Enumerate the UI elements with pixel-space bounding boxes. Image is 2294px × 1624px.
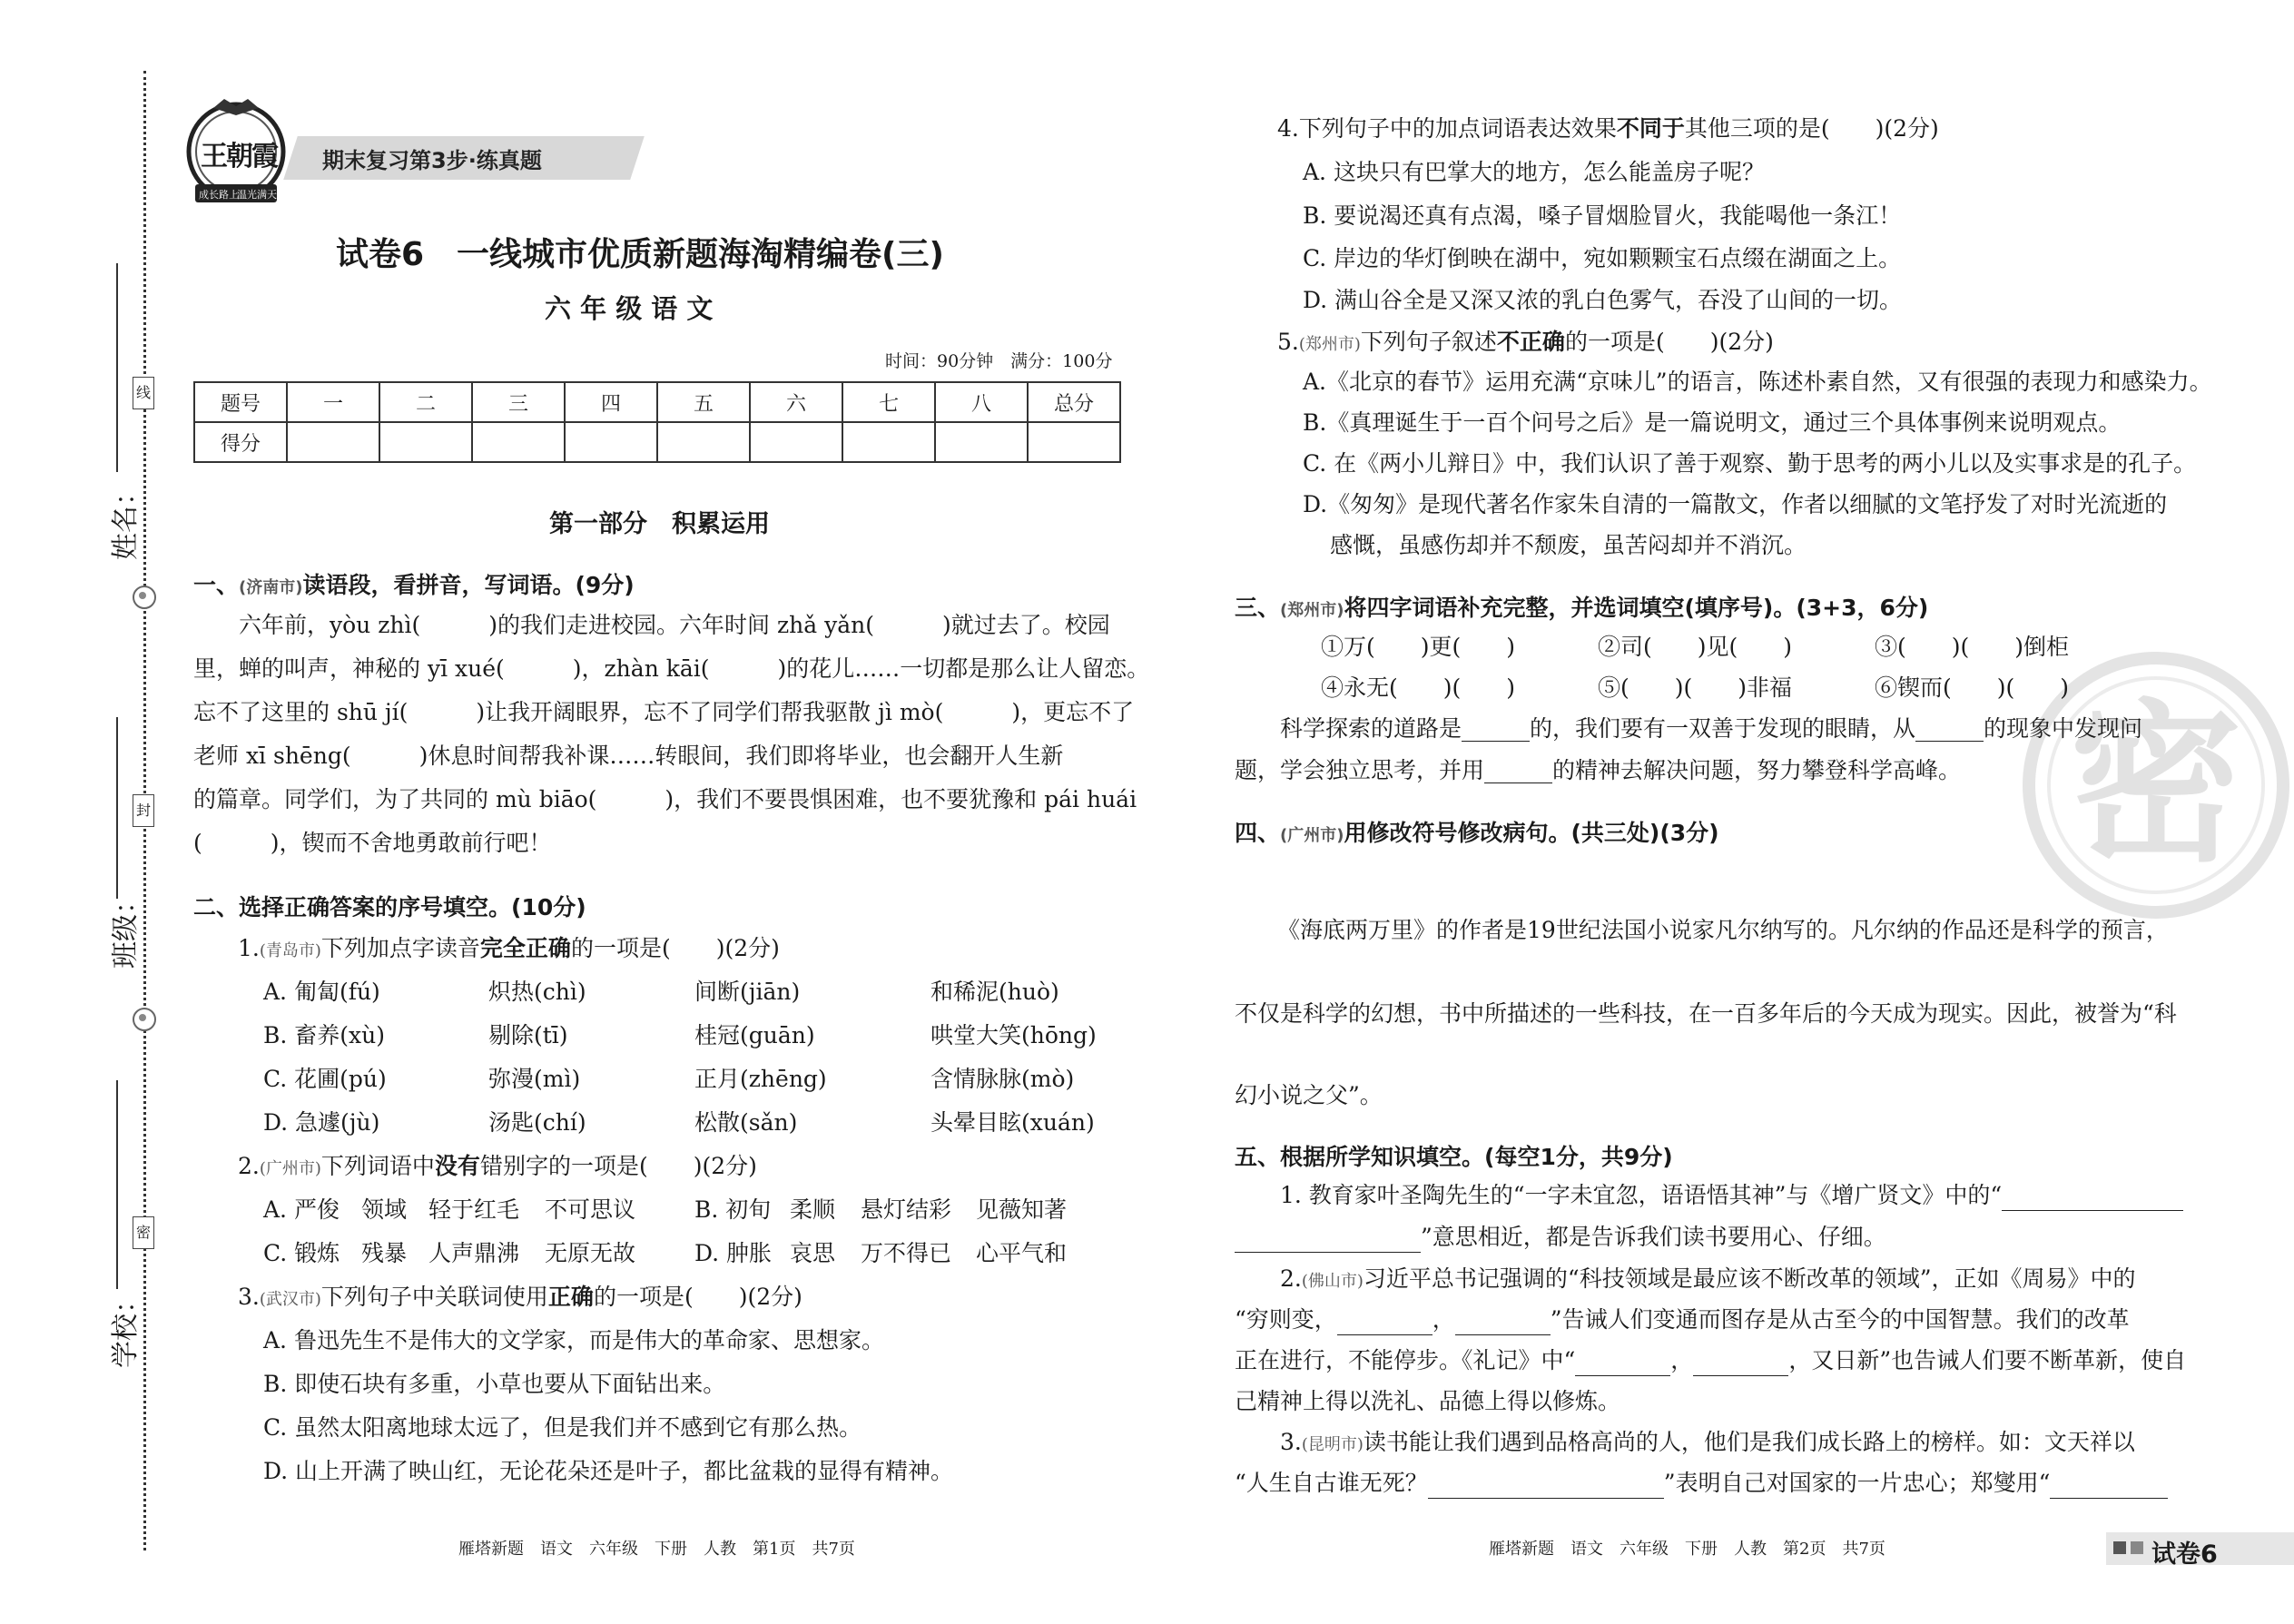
score-header-cell: 总分: [1028, 382, 1120, 422]
q2-1-cell: 头晕目眩(xuán): [930, 1109, 1095, 1136]
q2-1-cell: D. 急遽(jù): [263, 1109, 380, 1136]
q4-title: 用修改符号修改病句。(共三处)(3分): [1344, 820, 1719, 846]
q2-2-cell: 无原无故: [545, 1240, 636, 1266]
q2-3-pre: 下列句子中关联词使用: [320, 1284, 548, 1310]
brand-name: 王朝霞: [201, 141, 277, 172]
score-cell[interactable]: [1028, 422, 1120, 462]
answer-blank[interactable]: [1428, 1474, 1664, 1499]
score-cell[interactable]: [472, 422, 565, 462]
q2-4-pre: 下列句子中的加点词语表达效果: [1298, 115, 1617, 142]
name-write-line: [116, 263, 118, 472]
q2-1-stem: [238, 933, 780, 967]
q2-1-bold: 完全正确: [479, 935, 571, 961]
q2-2-pre: 下列词语中: [320, 1153, 435, 1179]
q2-2-city: (广州市): [259, 1159, 321, 1178]
q2-4-post: 其他三项的是( )(2分): [1684, 115, 1939, 142]
brand-slogan-right: 温光满天: [237, 189, 277, 201]
q2-2-cell: 哀思: [790, 1240, 836, 1266]
q2-1-num: 1.: [238, 935, 260, 961]
q1-line: 的篇章。同学们，为了共同的 mù biāo( )，我们不要畏惧困难，也不要犹豫和 pái huái: [193, 786, 1137, 812]
school-label: 学校：: [110, 1286, 142, 1368]
q2-2-post: 错别字的一项是( )(2分): [479, 1153, 757, 1179]
score-header-cell: 六: [750, 382, 842, 422]
q5-2-text: 正在进行，不能停步。《礼记》中“: [1235, 1347, 1576, 1373]
q2-2-cell: 轻于红毛: [428, 1196, 520, 1223]
q2-3-num: 3.: [238, 1284, 260, 1310]
q2-1-cell: 汤匙(chí): [488, 1109, 586, 1136]
q3-title: 将四字词语补充完整，并选词填空(填序号)。(3+3，6分): [1344, 595, 1929, 621]
q1-heading: [193, 567, 635, 600]
q3-heading: [1235, 590, 1928, 623]
q2-5-option: D.《匆匆》是现代著名作家朱自清的一篇散文，作者以细腻的文笔抒发了对时光流逝的: [1303, 491, 2168, 517]
q3-item: ⑥锲而( )( ): [1875, 674, 2070, 701]
q5-3-text: “人生自古谁无死？: [1235, 1470, 1428, 1496]
q3-item: ③( )( )倒柜: [1875, 634, 2070, 660]
q5-2-num: 2.: [1235, 1265, 1302, 1292]
score-cell[interactable]: [287, 422, 379, 462]
footer-tab-square-icon: [2113, 1541, 2126, 1554]
name-label: 姓名：: [110, 478, 142, 560]
q2-1-pre: 下列加点字读音: [320, 935, 480, 961]
q1-line: 老师 xī shēng( )休息时间帮我补课……转眼间，我们即将毕业，也会翻开人生新: [193, 743, 1064, 769]
q4-line: 不仅是科学的幻想，书中所描述的一些科技，在一百多年后的今天成为现实。因此，被誉为“科: [1235, 1000, 2177, 1027]
q2-5-option: C. 在《两小儿辩日》中，我们认识了善于观察、勤于思考的两小儿以及实事求是的孔子。: [1303, 450, 2197, 477]
q5-3-city: (昆明市): [1301, 1435, 1364, 1454]
q2-2-cell: C. 锻炼: [263, 1240, 340, 1266]
q1-line: ( )，锲而不舍地勇敢前行吧！: [193, 830, 552, 856]
q5-1-text: ”意思相近，都是告诉我们读书要用心、仔细。: [1421, 1224, 1886, 1250]
score-header-cell: 三: [472, 382, 565, 422]
q2-4-option: C. 岸边的华灯倒映在湖中，宛如颗颗宝石点缀在湖面之上。: [1303, 245, 1902, 271]
part1-title: 第一部分 积累运用: [549, 510, 770, 538]
q5-2-text: ，又日新”也告诫人们要不断革新，使自: [1788, 1347, 2187, 1373]
q3-para: 题，学会独立思考，并用______的精神去解决问题，努力攀登科学高峰。: [1235, 757, 1962, 783]
score-header-row: [194, 382, 1120, 422]
q5-title: 根据所学知识填空。(每空1分，共9分): [1280, 1144, 1673, 1170]
q1-line: 里，蝉的叫声，神秘的 yī xué( )，zhàn kāi( )的花儿……一切都是那么让人留恋。: [193, 655, 1150, 682]
score-cell[interactable]: [842, 422, 935, 462]
score-cell[interactable]: [750, 422, 842, 462]
q5-2-city: (佛山市): [1301, 1272, 1364, 1291]
score-header-cell: 五: [657, 382, 750, 422]
q2-5-option: B.《真理诞生于一百个问号之后》是一篇说明文，通过三个具体事例来说明观点。: [1303, 409, 2122, 436]
q3-para: 科学探索的道路是______的，我们要有一双善于发现的眼睛，从______的现象中发现问: [1235, 715, 2143, 742]
class-label: 班级：: [110, 887, 142, 969]
time-score: 时间：90分钟 满分：100分: [885, 351, 1113, 371]
q4-line: 《海底两万里》的作者是19世纪法国小说家凡尔纳写的。凡尔纳的作品还是科学的预言，: [1277, 917, 2169, 943]
score-cell[interactable]: [657, 422, 750, 462]
q4-city: (广州市): [1280, 826, 1344, 845]
q2-2-cell: 悬灯结彩: [861, 1196, 952, 1223]
binding-ring: [133, 1008, 156, 1031]
score-header-cell: 七: [842, 382, 935, 422]
q4-line: 幻小说之父”。: [1235, 1082, 1383, 1108]
answer-blank[interactable]: [2002, 1186, 2183, 1211]
answer-blank[interactable]: [1337, 1311, 1433, 1335]
q2-2-cell: 不可思议: [545, 1196, 636, 1223]
q2-1-cell: 松散(sǎn): [694, 1109, 798, 1136]
q1-line: 忘不了这里的 shū jí( )让我开阔眼界，忘不了同学们帮我驱散 jì mò( )，更忘不了: [193, 699, 1135, 725]
q4-num: 四、: [1235, 820, 1281, 846]
q2-1-cell: 桂冠(guān): [694, 1022, 815, 1048]
q2-1-cell: 和稀泥(huò): [930, 979, 1059, 1005]
binding-ring: [133, 586, 156, 609]
q2-1-city: (青岛市): [259, 941, 321, 960]
q2-3-option: C. 虽然太阳离地球太远了，但是我们并不感到它有那么热。: [263, 1414, 862, 1441]
q5-heading: [1235, 1139, 1673, 1172]
q5-2-line: [1235, 1264, 2135, 1297]
q5-3-text: ”表明自己对国家的一片忠心；郑燮用“: [1663, 1470, 2051, 1496]
q2-2-stem: [238, 1151, 757, 1185]
score-table: [193, 381, 1121, 463]
q2-3-post: 的一项是( )(2分): [593, 1284, 802, 1310]
q2-2-cell: B. 初旬: [694, 1196, 772, 1223]
q5-3-num: 3.: [1235, 1429, 1302, 1455]
q2-5-stem: [1277, 327, 1774, 360]
q2-5-city: (郑州市): [1298, 335, 1361, 354]
answer-blank[interactable]: [1235, 1228, 1421, 1253]
q2-5-num: 5.: [1277, 329, 1299, 355]
q5-2-line: [1235, 1345, 2186, 1376]
binding-tag-secret: 密: [133, 1216, 154, 1249]
q2-2-cell: 万不得已: [861, 1240, 952, 1266]
school-write-line: [116, 1080, 118, 1289]
q2-5-bold: 不正确: [1496, 329, 1565, 355]
class-write-line: [116, 717, 118, 899]
footer-left: 雁塔新题 语文 六年级 下册 人教 第1页 共7页: [458, 1540, 855, 1559]
q2-1-cell: B. 畜养(xù): [263, 1022, 385, 1048]
q5-2-text: 习近平总书记强调的“科技领域是最应该不断改革的领域”，正如《周易》中的: [1363, 1265, 2136, 1292]
q1-title: 读语段，看拼音，写词语。(9分): [302, 572, 635, 598]
binding-tag-line: 线: [133, 377, 154, 409]
q2-4-option: B. 要说渴还真有点渴，嗓子冒烟脸冒火，我能喝他一条江！: [1303, 202, 1902, 229]
q2-1-cell: 正月(zhēng): [694, 1066, 827, 1092]
q2-2-cell: 见薇知著: [976, 1196, 1068, 1223]
q2-4-num: 4.: [1277, 115, 1299, 142]
q2-2-cell: A. 严俊: [263, 1196, 340, 1223]
footer-tab-square-icon: [2131, 1541, 2143, 1554]
score-cell[interactable]: [565, 422, 657, 462]
q2-4-option: D. 满山谷全是又深又浓的乳白色雾气，吞没了山间的一切。: [1303, 287, 1903, 313]
q2-1-cell: 间断(jiān): [694, 979, 801, 1005]
q2-3-city: (武汉市): [259, 1290, 321, 1309]
q3-item: ②司( )见( ): [1598, 634, 1793, 660]
score-header-cell: 二: [379, 382, 472, 422]
q5-1-text: 1. 教育家叶圣陶先生的“一字未宜忽，语语悟其神”与《增广贤文》中的“: [1235, 1182, 2003, 1208]
q2-3-option: D. 山上开满了映山红，无论花朵还是叶子，都比盆栽的显得有精神。: [263, 1458, 954, 1484]
q5-num: 五、: [1235, 1144, 1281, 1170]
score-header-cell: 一: [287, 382, 379, 422]
answer-blank[interactable]: [1575, 1352, 1670, 1376]
q1-city: (济南市): [239, 578, 303, 597]
score-header-cell: 八: [935, 382, 1028, 422]
seal-watermark-char: 密: [2070, 684, 2243, 885]
q4-heading: [1235, 815, 1719, 848]
q2-2-cell: 柔顺: [790, 1196, 836, 1223]
answer-blank[interactable]: [1455, 1311, 1551, 1335]
ribbon-text: 期末复习第3步·练真题: [322, 148, 542, 173]
q2-3-option: B. 即使石块有多重，小草也要从下面钻出来。: [263, 1371, 726, 1397]
score-row: [194, 422, 1120, 462]
q2-4-bold: 不同于: [1616, 115, 1685, 142]
paper-title: 试卷6 一线城市优质新题海淘精编卷(三): [336, 236, 944, 273]
paper-subtitle: 六 年 级 语 文: [545, 293, 714, 324]
q2-5-post: 的一项是( )(2分): [1564, 329, 1774, 355]
q3-city: (郑州市): [1280, 601, 1344, 620]
q5-2-text: ，: [1432, 1306, 1455, 1333]
q1-num: 一、: [193, 572, 240, 598]
q5-2-text: ”告诫人们变通而图存是从古至今的中国智慧。我们的改革: [1550, 1306, 2130, 1333]
q2-4-option: A. 这块只有巴掌大的地方，怎么能盖房子呢？: [1303, 159, 1765, 185]
q2-5-pre: 下列句子叙述: [1360, 329, 1497, 355]
q2-1-cell: A. 匍匐(fú): [263, 979, 380, 1005]
q2-2-cell: D. 肿胀: [694, 1240, 773, 1266]
q5-2-text: ，: [1670, 1347, 1694, 1373]
q2-4-stem: [1277, 113, 1939, 144]
q2-2-num: 2.: [238, 1153, 260, 1179]
q2-5-option: A.《北京的春节》运用充满“京味儿”的语言，陈述朴素自然，又有很强的表现力和感染力。: [1303, 369, 2212, 395]
q2-2-cell: 人声鼎沸: [428, 1240, 520, 1266]
q5-3-line: [1235, 1427, 2135, 1461]
q2-1-cell: 剔除(tī): [488, 1022, 568, 1048]
q5-1-line: [1235, 1222, 1886, 1253]
q2-3-option: A. 鲁迅先生不是伟大的文学家，而是伟大的革命家、思想家。: [263, 1327, 884, 1353]
q3-item: ④永无( )( ): [1321, 674, 1516, 701]
q3-num: 三、: [1235, 595, 1281, 621]
q5-3-line: [1235, 1468, 2168, 1499]
q2-1-cell: 弥漫(mì): [488, 1066, 581, 1092]
q5-2-line: [1235, 1304, 2130, 1335]
q5-3-text: 读书能让我们遇到品格高尚的人，他们是我们成长路上的榜样。如：文天祥以: [1363, 1429, 2135, 1455]
footer-tab-label: 试卷6: [2151, 1540, 2218, 1569]
score-row-label: 得分: [194, 422, 287, 462]
score-cell[interactable]: [935, 422, 1028, 462]
q2-2-cell: 心平气和: [976, 1240, 1068, 1266]
q2-1-cell: 炽热(chì): [488, 979, 586, 1005]
q5-2-text: “穷则变，: [1235, 1306, 1337, 1333]
q2-2-cell: 领域: [361, 1196, 408, 1223]
q2-1-post: 的一项是( )(2分): [570, 935, 780, 961]
q5-1-line: [1235, 1180, 2183, 1211]
q2-3-bold: 正确: [547, 1284, 594, 1310]
q2-5-option-cont: 感慨，虽感伤却并不颓废，虽苦闷却并不消沉。: [1330, 532, 1807, 558]
footer-right: 雁塔新题 语文 六年级 下册 人教 第2页 共7页: [1489, 1540, 1885, 1559]
q2-title: 选择正确答案的序号填空。(10分): [239, 894, 586, 920]
q2-2-cell: 残暴: [361, 1240, 408, 1266]
score-cell[interactable]: [379, 422, 472, 462]
q5-2-line: 己精神上得以洗礼、品德上得以修炼。: [1235, 1388, 1621, 1414]
q2-1-cell: C. 花圃(pú): [263, 1066, 387, 1092]
q2-1-cell: 含情脉脉(mò): [930, 1066, 1075, 1092]
q2-2-bold: 没有: [434, 1153, 480, 1179]
q2-num: 二、: [193, 894, 240, 920]
brand-slogan-left: 成长路上: [199, 189, 239, 201]
score-header-cell: 四: [565, 382, 657, 422]
brand-logo: [177, 95, 295, 213]
score-header-cell: 题号: [194, 382, 287, 422]
q2-1-cell: 哄堂大笑(hōng): [930, 1022, 1097, 1048]
answer-blank[interactable]: [1693, 1352, 1788, 1376]
q3-item: ①万( )更( ): [1321, 634, 1516, 660]
q2-3-stem: [238, 1282, 802, 1315]
answer-blank[interactable]: [2050, 1474, 2168, 1499]
q2-heading: [193, 890, 586, 922]
q1-line: 六年前，yòu zhì( )的我们走进校园。六年时间 zhǎ yǎn( )就过去了。校园: [193, 612, 1110, 638]
binding-tag-seal: 封: [133, 794, 154, 827]
q3-item: ⑤( )( )非福: [1598, 674, 1793, 701]
